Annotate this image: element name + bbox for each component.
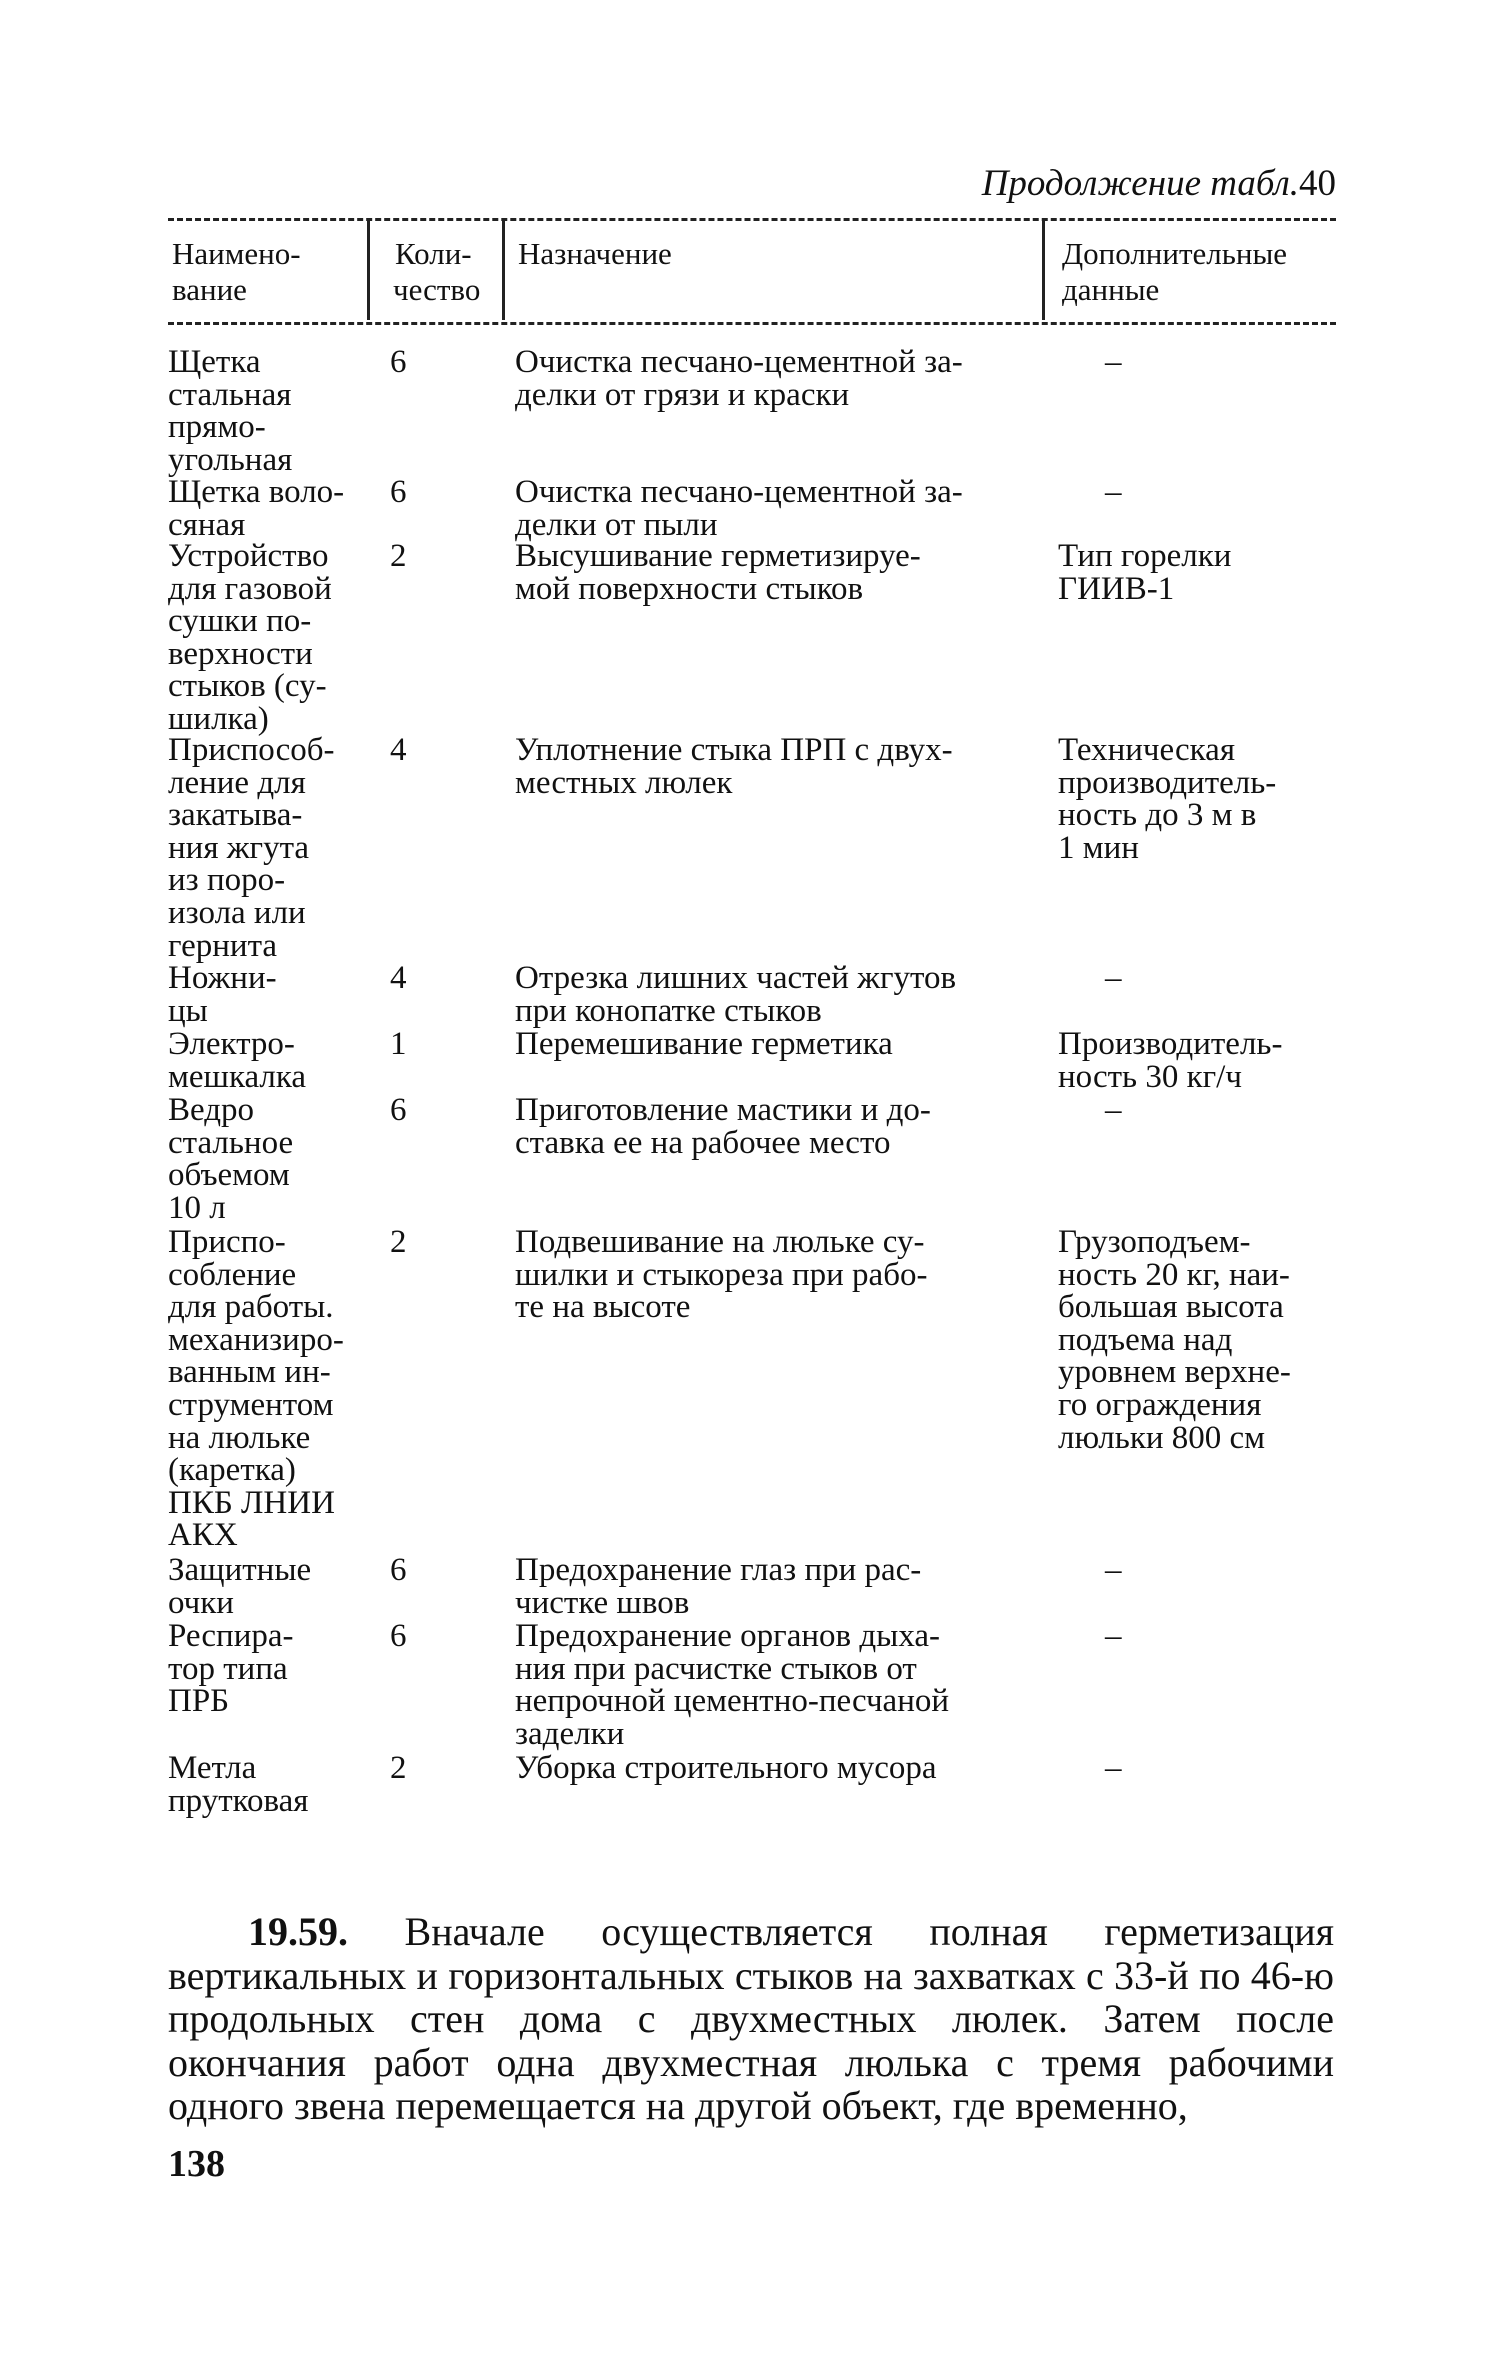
table-top-rule (168, 218, 1336, 221)
header-name (172, 236, 301, 308)
row-7-purpose: Приготовление мастики и до- ставка ее на рабочее место (515, 1092, 931, 1161)
row-2-extra: – (1105, 474, 1122, 510)
paragraph-number: 19.59. (248, 1909, 348, 1954)
row-5-purpose: Отрезка лишних частей жгутов при конопатке стыков (515, 960, 957, 1029)
row-8-qty: 2 (390, 1224, 407, 1260)
row-2-name: Щетка воло- сяная (168, 474, 345, 543)
row-2-qty: 6 (390, 474, 407, 510)
row-6-purpose: Перемешивание герметика (515, 1026, 893, 1062)
row-3-name: Устройство для газовой сушки по- верхности стыков (су- шилка) (168, 538, 332, 737)
header-qty (395, 236, 480, 308)
row-6-name: Электро- мешкалка (168, 1026, 307, 1095)
row-9-purpose: Предохранение глаз при рас- чистке швов (515, 1552, 922, 1621)
row-11-extra: – (1105, 1750, 1122, 1786)
row-4-extra: Техническая производитель- ность до 3 м в 1 мин (1058, 732, 1277, 866)
row-10-extra: – (1105, 1618, 1122, 1654)
row-5-name: Ножни- цы (168, 960, 277, 1029)
column-divider-2 (502, 220, 505, 320)
row-5-qty: 4 (390, 960, 407, 996)
row-4-purpose: Уплотнение стыка ПРП с двух- местных люлек (515, 732, 953, 801)
header-purpose: Назначение (518, 236, 672, 271)
row-5-extra: – (1105, 960, 1122, 996)
row-6-extra: Производитель- ность 30 кг/ч (1058, 1026, 1283, 1095)
column-divider-1 (367, 220, 370, 320)
continuation-table-number: 40 (1299, 163, 1336, 204)
row-11-qty: 2 (390, 1750, 407, 1786)
row-10-name: Респира- тор типа ПРБ (168, 1618, 294, 1720)
row-3-extra: Тип горелки ГИИВ-1 (1058, 538, 1232, 607)
row-6-qty: 1 (390, 1026, 407, 1062)
header-extra (1062, 236, 1287, 308)
header-qty-line-1: Коли- (395, 236, 472, 271)
paragraph-text: Вначале осуществляется полная герметизация вертикальных и горизонтальных стыков на захватках с 33-й по 46-ю продольных стен дома с двухместных люлек. Затем после окончания работ одна двухместная люлька с тремя рабочими одного звена перемещается на другой объект, где временно, (168, 1909, 1335, 2128)
row-8-name: Приспо- собление для работы. механизиро- ванным ин- струментом на люльке (каретка) ПКБ ЛНИИ АКХ (168, 1224, 344, 1554)
page-number: 138 (168, 2143, 225, 2185)
row-1-qty: 6 (390, 344, 407, 380)
row-7-qty: 6 (390, 1092, 407, 1128)
header-name-line-1: Наимено- (172, 236, 301, 271)
table-header-bottom-rule (168, 322, 1336, 325)
column-divider-3 (1042, 220, 1045, 320)
row-1-extra: – (1105, 344, 1122, 380)
row-3-purpose: Высушивание герметизируе- мой поверхности стыков (515, 538, 921, 607)
header-name-line-2: вание (172, 272, 247, 307)
row-1-purpose: Очистка песчано-цементной за- делки от грязи и краски (515, 344, 963, 413)
row-4-name: Приспособ- ление для закатыва- ния жгута из поро- изола или гернита (168, 732, 335, 964)
row-9-extra: – (1105, 1552, 1122, 1588)
row-8-extra: Грузоподъем- ность 20 кг, наи- большая высота подъема над уровнем верхне- го ограждения люльки 800 см (1058, 1224, 1291, 1456)
row-8-purpose: Подвешивание на люльке су- шилки и стыкореза при рабо- те на высоте (515, 1224, 928, 1326)
row-2-purpose: Очистка песчано-цементной за- делки от пыли (515, 474, 963, 543)
row-1-name: Щетка стальная прямо- угольная (168, 344, 293, 478)
body-paragraph (168, 1910, 1334, 2128)
continuation-label: Продолжение табл. (981, 163, 1299, 204)
row-9-qty: 6 (390, 1552, 407, 1588)
row-4-qty: 4 (390, 732, 407, 768)
header-qty-line-2: чество (393, 272, 481, 307)
header-extra-line-2: данные (1062, 272, 1160, 307)
row-11-name: Метла прутковая (168, 1750, 309, 1819)
row-10-purpose: Предохранение органов дыха- ния при расчистке стыков от непрочной цементно-песчаной заделки (515, 1618, 950, 1752)
row-7-extra: – (1105, 1092, 1122, 1128)
row-9-name: Защитные очки (168, 1552, 312, 1621)
row-11-purpose: Уборка строительного мусора (515, 1750, 937, 1786)
row-3-qty: 2 (390, 538, 407, 574)
header-extra-line-1: Дополнительные (1062, 236, 1288, 271)
table-continuation-caption (940, 162, 1336, 205)
row-7-name: Ведро стальное объемом 10 л (168, 1092, 294, 1226)
row-10-qty: 6 (390, 1618, 407, 1654)
